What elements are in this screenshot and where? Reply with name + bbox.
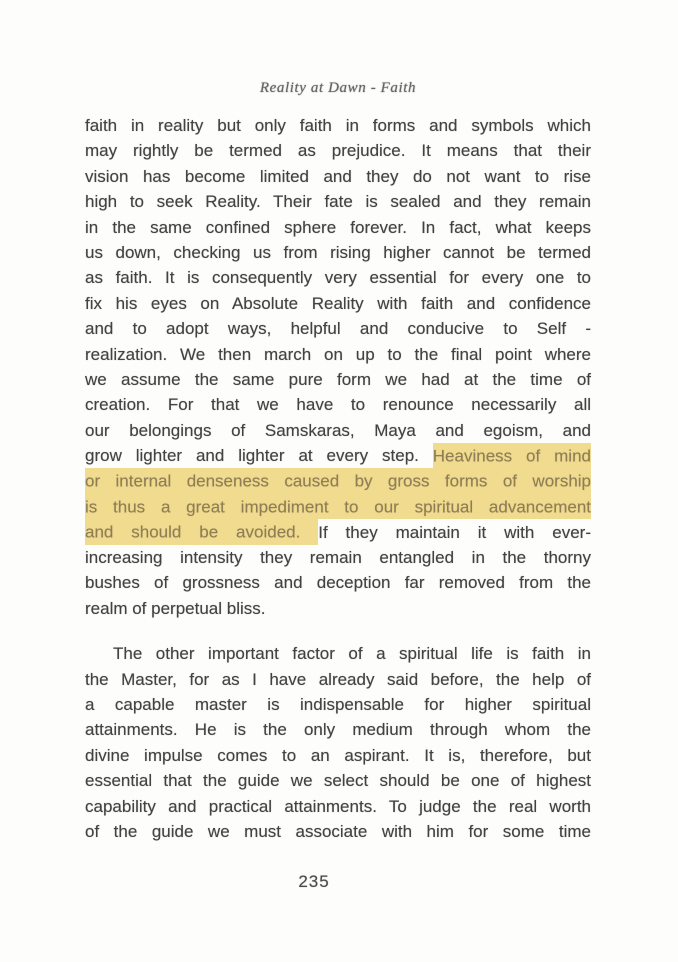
text-line: a capable master is indispensable for higher spiritual — [85, 694, 591, 714]
text-line: divine impulse comes to an aspirant. It is, therefore, but — [85, 745, 591, 765]
highlighted-text[interactable]: is thus a great impediment to our spiritual advancement — [85, 494, 591, 520]
text-line: the Master, for as I have already said before, the help of — [85, 669, 591, 689]
text-line: and to adopt ways, helpful and conducive to Self - — [85, 319, 591, 339]
text-line: capability and practical attainments. To judge the real worth — [85, 796, 591, 816]
paragraph — [85, 113, 591, 621]
page-text-block — [85, 113, 591, 844]
text-line: high to seek Reality. Their fate is sealed and they remain — [85, 192, 591, 212]
text-line — [85, 469, 591, 494]
text-line: faith in reality but only faith in forms and symbols which — [85, 116, 591, 135]
text-segment: grow lighter and lighter at every step. — [85, 446, 433, 466]
text-line: bushes of grossness and deception far removed from the — [85, 573, 591, 593]
text-line: vision has become limited and they do not want to rise — [85, 166, 591, 186]
text-line: we assume the same pure form we had at the time of — [85, 370, 591, 390]
text-line: increasing intensity they remain entangled in the thorny — [85, 547, 591, 567]
text-line: fix his eyes on Absolute Reality with faith and confidence — [85, 293, 591, 313]
running-header: Reality at Dawn - Faith — [259, 80, 417, 96]
highlighted-text[interactable]: or internal denseness caused by gross forms of worship — [85, 468, 591, 494]
text-line — [85, 443, 591, 468]
text-line: in the same confined sphere forever. In fact, what keeps — [85, 217, 591, 237]
text-line: realization. We then march on up to the final point where — [85, 344, 591, 364]
highlighted-text[interactable]: and should be avoided. — [85, 519, 318, 545]
text-line: creation. For that we have to renounce necessarily all — [85, 395, 591, 415]
text-line — [85, 494, 591, 519]
text-line: us down, checking us from rising higher cannot be termed — [85, 243, 591, 263]
paragraph — [85, 641, 591, 844]
page-number: 235 — [298, 872, 330, 891]
text-line: of the guide we must associate with him for some time — [85, 821, 591, 841]
text-line: The other important factor of a spiritual life is faith in — [113, 644, 591, 664]
text-line — [85, 520, 591, 545]
text-line: may rightly be termed as prejudice. It means that their — [85, 141, 591, 161]
text-line: our belongings of Samskaras, Maya and egoism, and — [85, 420, 591, 440]
text-line: realm of perpetual bliss. — [85, 598, 266, 618]
text-line: essential that the guide we select should be one of highest — [85, 771, 591, 791]
text-line: attainments. He is the only medium through whom the — [85, 720, 591, 740]
highlighted-text[interactable]: Heaviness of mind — [433, 443, 591, 469]
text-line: as faith. It is consequently very essential for every one to — [85, 268, 591, 288]
text-segment: If they maintain it with ever- — [318, 522, 591, 542]
